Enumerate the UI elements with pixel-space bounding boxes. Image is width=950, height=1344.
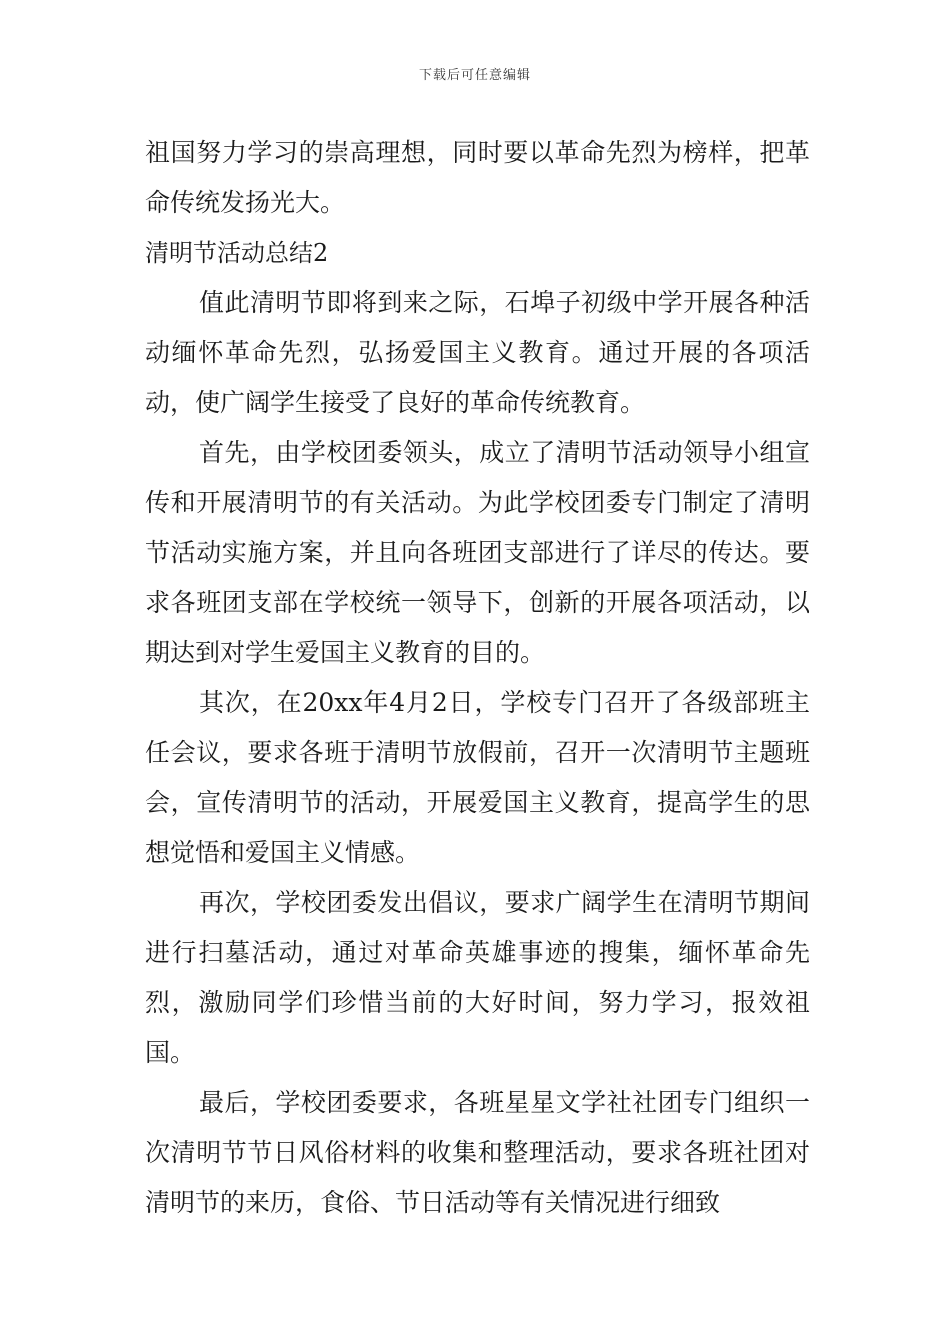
paragraph-3: 其次，在20xx年4月2日，学校专门召开了各级部班主任会议，要求各班于清明节放假前，召开一次清明节主题班会，宣传清明节的活动，开展爱国主义教育，提高学生的思想觉悟和爱国主义情感。 — [145, 688, 810, 867]
document-body — [145, 128, 810, 1228]
paragraph-4: 再次，学校团委发出倡议，要求广阔学生在清明节期间进行扫墓活动，通过对革命英雄事迹的搜集，缅怀革命先烈，激励同学们珍惜当前的大好时间，努力学习，报效祖国。 — [145, 888, 810, 1067]
header-note: 下载后可任意编辑 — [418, 68, 531, 83]
section-title: 清明节活动总结2 — [145, 239, 329, 267]
paragraph-2: 首先，由学校团委领头，成立了清明节活动领导小组宣传和开展清明节的有关活动。为此学校团委专门制定了清明节活动实施方案，并且向各班团支部进行了详尽的传达。要求各班团支部在学校统一领导下，创新的开展各项活动，以期达到对学生爱国主义教育的目的。 — [145, 438, 810, 667]
paragraph-1: 值此清明节即将到来之际，石埠子初级中学开展各种活动缅怀革命先烈，弘扬爱国主义教育。通过开展的各项活动，使广阔学生接受了良好的革命传统教育。 — [145, 288, 810, 417]
continuation-paragraph: 祖国努力学习的崇高理想，同时要以革命先烈为榜样，把革命传统发扬光大。 — [145, 138, 810, 217]
paragraph-5: 最后，学校团委要求，各班星星文学社社团专门组织一次清明节节日风俗材料的收集和整理活动，要求各班社团对清明节的来历，食俗、节日活动等有关情况进行细致 — [145, 1088, 810, 1217]
